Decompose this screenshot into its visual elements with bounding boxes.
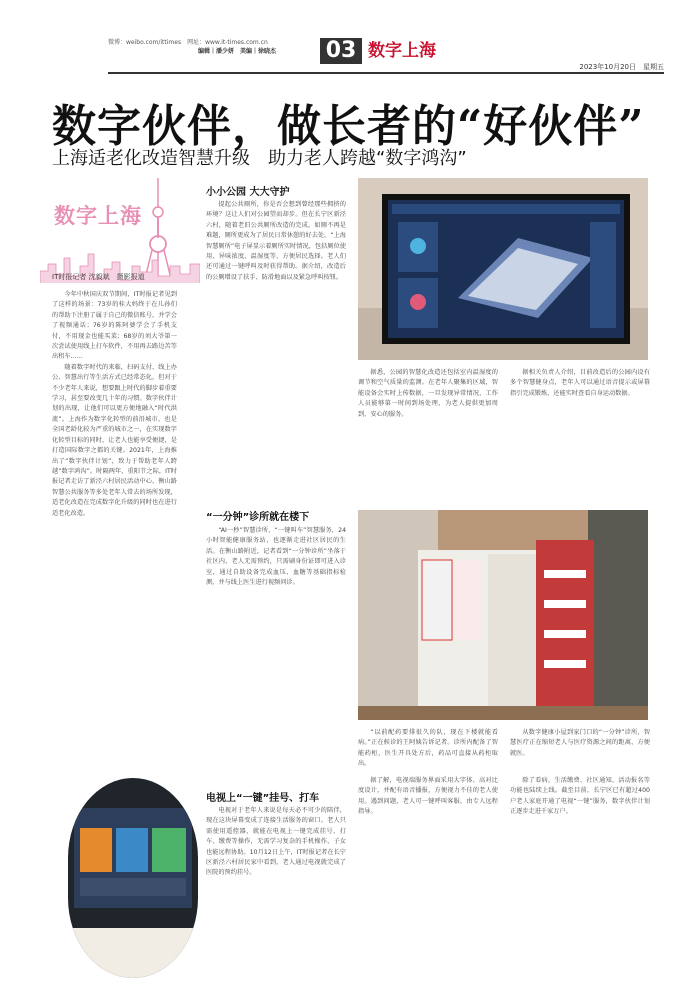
article-column-3c <box>358 776 498 986</box>
digital-shanghai-logo <box>40 178 200 283</box>
one-minute-clinic-photo <box>358 510 648 720</box>
article-column-4c <box>510 776 650 986</box>
article-column-3b <box>358 728 498 768</box>
body-paragraph: 电视对于老年人来说是每天必不可少的陪伴，现在这块屏幕变成了连接生活服务的窗口。老人只需使用遥控器，就能在电视上一键完成挂号、打车、缴费等操作，无需学习复杂的手机操作，子女也能远程协助。10月12日上午，IT时报记者在长宁区新泾六村居民家中看到，老人通过电视就完成了医院的预约挂号。 <box>206 807 346 877</box>
section-title-clinic: “一分钟”诊所就在楼下 <box>206 512 310 523</box>
byline: IT时报记者 沈毅斌 摄影报道 <box>52 273 145 281</box>
designer-credit: 美编｜徐晓杰 <box>240 48 277 55</box>
body-paragraph: 除了看病，生活缴费、社区通知、活动报名等功能也陆续上线。截至目前，长宁区已有超过400户老人家庭开通了电视“一键”服务，数字伙伴计划正逐步走进千家万户。 <box>510 777 650 816</box>
tv-illustration <box>68 778 198 978</box>
section-name: 数字上海 <box>368 41 436 61</box>
article-column-4a <box>510 368 650 488</box>
section-title-tv: 电视上“一键”挂号、打车 <box>206 793 320 804</box>
body-paragraph: “AI一秒”智慧诊所、“一键叫车”智慧服务，24小时智能健康服务站，也逐渐走进社区居民的生活。在衡山路附近，记者看到“一分钟诊所”坐落于社区内，老人无需预约，只需刷身份证即可进入诊室，通过自助设备完成血压、血糖等基础指标检测，并与线上医生进行视频问诊。 <box>206 527 346 587</box>
website-link[interactable]: 网址：www.it-times.com.cn <box>187 39 268 46</box>
monitor-illustration <box>358 178 648 360</box>
masthead <box>0 0 700 78</box>
article-column-2c <box>206 806 346 986</box>
article-column-3a <box>358 368 498 488</box>
lead-paragraph: 今年中秋国庆双节期间，IT时报记者见到了这样的场景：73岁的桂大妈终于在儿孙们的帮助下注册了属于自己的微信账号，并学会了视频通话；76岁的陈阿婆学会了手机支付，不用现金也能买菜；68岁的刘大爷第一次尝试使用线上打车软件，不用再去路边苦等出租车…… <box>52 291 177 361</box>
section-title-park: 小小公园 大大守护 <box>206 187 290 198</box>
logo-text: 数字上海 <box>54 204 142 228</box>
headline: 数字伙伴，做长者的“好伙伴” <box>52 101 645 152</box>
article-column-2b <box>206 526 346 764</box>
body-paragraph: 从数字健康小屋到家门口的“一分钟”诊所，智慧医疗正在缩短老人与医疗资源之间的距离，方便就医。 <box>510 729 650 757</box>
body-paragraph: “以前配药要排很久的队，现在下楼就能看病。”正在候诊的王阿姨告诉记者。诊所内配备了智能药柜，医生开具处方后，药品可直接从药柜取出。 <box>358 729 498 768</box>
tv-service-photo <box>68 778 198 978</box>
issue-date: 2023年10月20日 星期五 <box>579 63 664 71</box>
section-number: 03 <box>320 38 362 64</box>
clinic-illustration <box>358 510 648 720</box>
article-column-2a <box>206 200 346 495</box>
subheadline: 上海适老化改造智慧升级 助力老人跨越“数字鸿沟” <box>52 148 467 169</box>
masthead-rule <box>108 72 664 74</box>
editor-credit: 编辑｜潘少妍 <box>198 48 235 55</box>
article-column-1 <box>52 290 177 630</box>
body-paragraph: 据悉，公园的智慧化改造还包括室内温湿度的调节和空气质量的监测。在老年人聚集的区域，智能设备会实时上传数据，一旦发现异常情况，工作人员能够第一时间到场处理，为老人提供更加周到、安心的服务。 <box>358 369 498 418</box>
smart-toilet-monitor-photo <box>358 178 648 360</box>
body-paragraph: 据相关负责人介绍，目前改造后的公园内设有多个智慧健身点，老年人可以通过语音提示或屏幕指引完成锻炼，还能实时查看自身运动数据。 <box>510 369 650 397</box>
masthead-info <box>108 38 276 56</box>
article-column-4b <box>510 728 650 768</box>
body-paragraph: 据了解，电视端服务界面采用大字体、高对比度设计，并配有语音播报，方便视力不佳的老人使用。遇到问题，老人可一键呼叫客服，由专人远程指导。 <box>358 777 498 816</box>
body-paragraph: 随着数字时代的来临，扫码支付、线上办公、智慧出行等生活方式已经常态化，但对于不少老年人来说，想要跟上时代的脚步着重要学习，甚至要改变几十年的习惯。数字伙伴计划的出现，让他们可以更方便地融入“时代洪流”。上海作为数字化转型的前沿城市，也是全国老龄化较为严重的城市之一，在实现数字化转型目标的同时，让老人也能享受便捷，是打造国际数字之都的关键。2021年，上海推出了“数字伙伴计划”，致力于帮助老年人跨越“数字鸿沟”。时隔两年，重阳节之际，IT时报记者走访了新泾六村居民活动中心、衡山路智慧公共服务等多处老年人常去的场所发现，适老化改造在完成数字化升级的同时也在进行适老化改造。 <box>52 363 177 517</box>
weibo-link[interactable]: 微博：weibo.com/ittimes <box>108 39 182 46</box>
body-paragraph: 提起公共厕所，你是否会想到曾经那些拥挤的环境？这让人们对公园望而却步。但在长宁区新泾六村，随着老旧公共厕所改造的完成，如厕不再是难题，厕所更成为了居民日常休憩的好去处。“上海智慧厕所”电子屏显示着厕所实时情况，包括厕位使用、异味浓度、温湿度等，方便居民选择。老人们还可通过一键呼叫及时获得帮助。据介绍，改造后的公厕增设了扶手、防滑地面以及紧急呼叫按钮。 <box>206 201 346 281</box>
